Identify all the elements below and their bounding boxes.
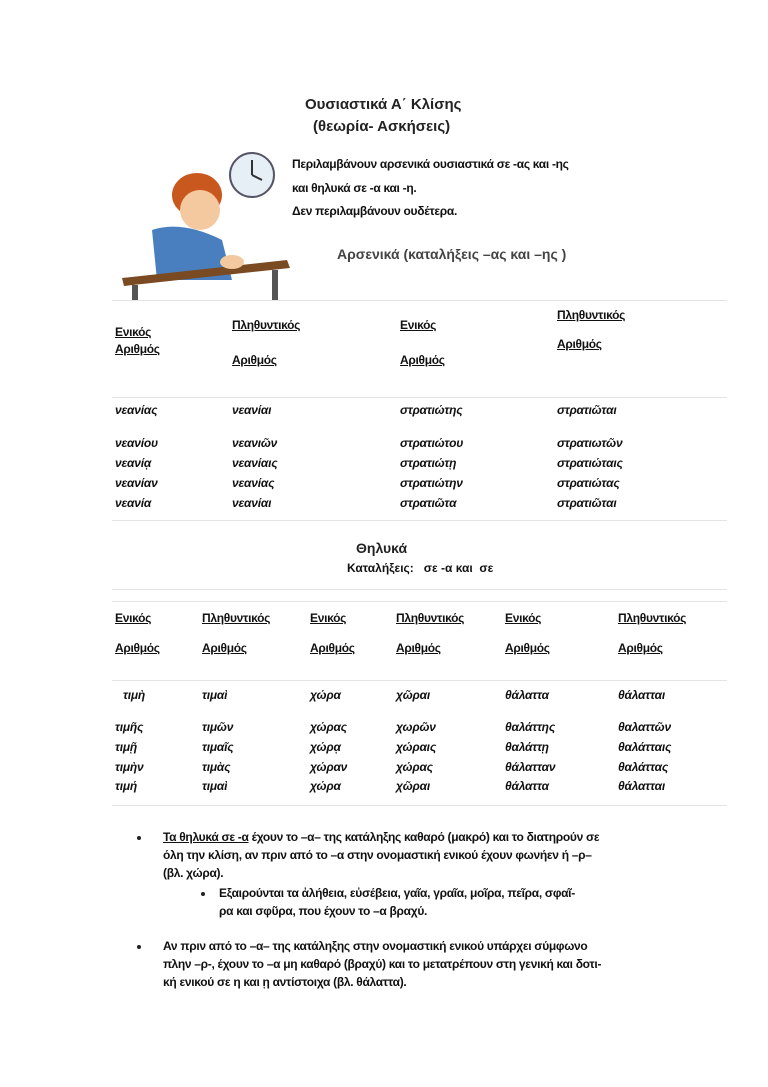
column-header: Πληθυντικός (557, 308, 626, 322)
table-cell: νεανίας (232, 476, 275, 490)
column-header: Αριθμός (505, 641, 550, 655)
column-header: Αριθμός (115, 342, 160, 356)
column-header: Αριθμός (557, 337, 602, 351)
table-cell: χώραις (396, 740, 437, 754)
table-cell: τιμαὶ (202, 688, 228, 702)
table-cell: στρατιῶται (557, 496, 617, 510)
table-cell: νεανίας (115, 403, 158, 417)
table-cell: τιμῇ (115, 740, 138, 754)
table-cell: στρατιώτῃ (400, 456, 457, 470)
table-cell: χῶραι (396, 779, 430, 793)
table-cell: θαλάττῃ (505, 740, 549, 754)
bullet-icon (137, 836, 141, 840)
table-cell: τιμαῖς (202, 740, 234, 754)
table-cell: θάλατται (618, 779, 666, 793)
table-cell: χώρα (310, 779, 341, 793)
note-exceptions (219, 884, 575, 920)
table-cell: θαλαττῶν (618, 720, 671, 734)
intro-line1: Περιλαμβάνουν αρσενικά ουσιαστικά σε -ας και -ης (292, 157, 569, 171)
table-cell: τιμῆς (115, 720, 144, 734)
bullet-icon (137, 945, 141, 949)
table-cell: στρατιώτης (400, 403, 463, 417)
table-cell: θάλατταν (505, 760, 556, 774)
note-1 (163, 828, 599, 882)
table-cell: στρατιωτῶν (557, 436, 623, 450)
table-cell: νεανίᾳ (115, 456, 152, 470)
column-header: Αριθμός (396, 641, 441, 655)
table-cell: τιμή (115, 779, 138, 793)
column-header: Αριθμός (115, 641, 160, 655)
column-header: Αριθμός (232, 353, 277, 367)
column-header: Ενικός (310, 611, 347, 625)
table-cell: νεανία (115, 496, 152, 510)
feminine-heading: Θηλυκά (356, 540, 408, 556)
column-header: Πληθυντικός (396, 611, 465, 625)
bullet-icon (201, 892, 205, 896)
table-cell: θαλάττας (618, 760, 669, 774)
divider (112, 520, 727, 521)
column-header: Αριθμός (202, 641, 247, 655)
table-cell: νεανιῶν (232, 436, 278, 450)
note-2 (163, 937, 601, 991)
table-cell: στρατιῶτα (400, 496, 457, 510)
note-1-line2: όλη την κλίση, αν πριν από το –α στην ονομαστική ενικού έχουν φωνήεν ή –ρ– (163, 848, 592, 862)
table-cell: θάλατται (618, 688, 666, 702)
column-header: Ενικός (505, 611, 542, 625)
column-header: Αριθμός (618, 641, 663, 655)
table-cell: χώραν (310, 760, 348, 774)
table-cell: στρατιῶται (557, 403, 617, 417)
divider (112, 805, 727, 806)
column-header: Ενικός (400, 318, 437, 332)
table-cell: νεανίου (115, 436, 158, 450)
table-cell: τιμῶν (202, 720, 234, 734)
table-cell: νεανίαι (232, 496, 272, 510)
note-exceptions-line2: ρα και σφῦρα, που έχουν το –α βραχύ. (219, 904, 428, 918)
feminine-subheading: Καταλήξεις: σε -α και σε (347, 561, 494, 575)
masculine-heading: Αρσενικά (καταλήξεις –ας και –ης ) (337, 246, 567, 262)
table-cell: χωρῶν (396, 720, 436, 734)
table-cell: τιμαὶ (202, 779, 228, 793)
table-cell: νεανίαν (115, 476, 158, 490)
divider (112, 300, 727, 301)
column-header: Αριθμός (400, 353, 445, 367)
table-cell: τιμὴν (115, 760, 144, 774)
column-header: Αριθμός (310, 641, 355, 655)
note-2-line1: Αν πριν από το –α– της κατάληξης στην ονομαστική ενικού υπάρχει σύμφωνο (163, 939, 588, 953)
column-header: Πληθυντικός (618, 611, 687, 625)
note-exceptions-line1: Εξαιρούνται τα ἀλήθεια, εὐσέβεια, γαῖα, γραῖα, μοῖρα, πεῖρα, σφαῖ- (219, 886, 575, 900)
column-header: Πληθυντικός (202, 611, 271, 625)
table-cell: στρατιώταις (557, 456, 623, 470)
table-cell: θαλάττης (505, 720, 556, 734)
table-cell: θάλαττα (505, 688, 549, 702)
divider (112, 680, 727, 681)
table-cell: στρατιώτην (400, 476, 463, 490)
title-line2: (θεωρία- Ασκήσεις) (313, 118, 451, 135)
note-1-text: έχουν το –α– της κατάληξης καθαρό (μακρό) και το διατηρούν σε (248, 830, 600, 844)
column-header: Πληθυντικός (232, 318, 301, 332)
intro-line2: και θηλυκά σε -α και -η. (292, 181, 417, 195)
note-2-line3: κή ενικού σε η και ῃ αντίστοιχα (βλ. θάλαττα). (163, 975, 407, 989)
table-cell: χώρας (310, 720, 347, 734)
table-cell: χώρᾳ (310, 740, 341, 754)
table-cell: νεανίαι (232, 403, 272, 417)
divider (112, 601, 727, 602)
table-cell: θαλάτταις (618, 740, 672, 754)
table-cell: νεανίαις (232, 456, 278, 470)
table-cell: χώρα (310, 688, 341, 702)
note-1-underlined: Τα θηλυκά σε -α (163, 830, 249, 844)
note-1-line3: (βλ. χώρα). (163, 866, 224, 880)
table-cell: χώρας (396, 760, 433, 774)
table-cell: τιμὴ (123, 688, 146, 702)
student-writing-illustration (112, 150, 292, 300)
divider (112, 397, 727, 398)
title-line1: Ουσιαστικά Α΄ Κλίσης (305, 96, 462, 113)
intro-line3: Δεν περιλαμβάνουν ουδέτερα. (292, 204, 458, 218)
table-cell: στρατιώτας (557, 476, 620, 490)
divider (112, 589, 727, 590)
column-header: Ενικός (115, 611, 152, 625)
table-cell: χῶραι (396, 688, 430, 702)
column-header: Ενικός (115, 325, 152, 339)
note-2-line2: πλην –ρ-, έχουν το –α μη καθαρό (βραχύ) και το μετατρέπουν στη γενική και δοτι- (163, 957, 602, 971)
table-cell: στρατιώτου (400, 436, 464, 450)
table-cell: τιμὰς (202, 760, 231, 774)
table-cell: θάλαττα (505, 779, 549, 793)
